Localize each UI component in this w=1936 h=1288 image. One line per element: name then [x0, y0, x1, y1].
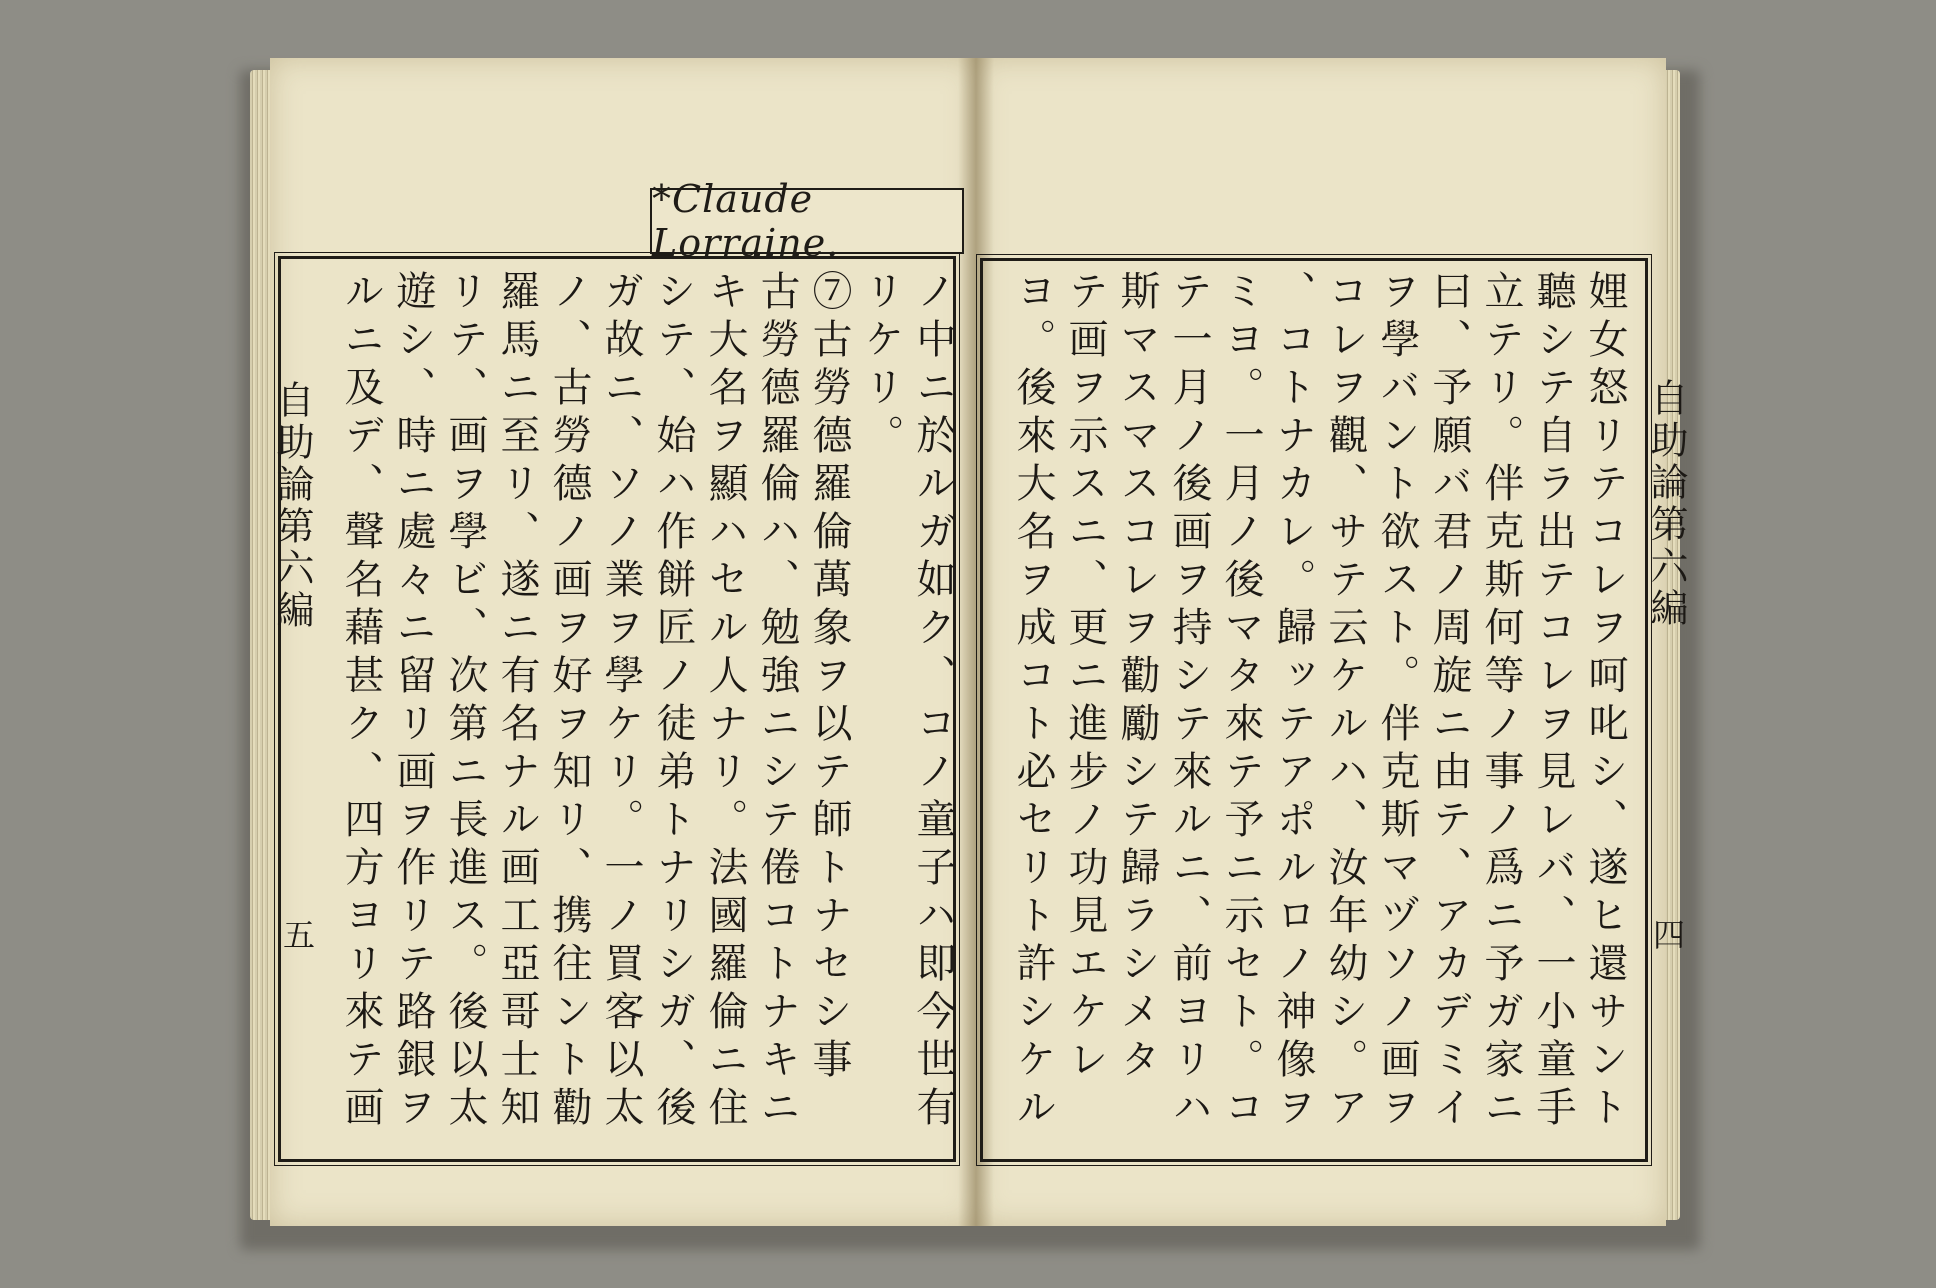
- left-text-column: ルニ及デ、聲名藉甚ク、四方ヨリ來テ画: [338, 270, 384, 1134]
- right-text-column: 曰、予願バ君ノ周旋ニ由テ、アカデミイ: [1426, 270, 1472, 1134]
- name-label-box: [650, 177, 964, 265]
- right-margin-title: 自助論第六編: [1644, 378, 1688, 630]
- right-text-column: コレヲ觀、サテ云ケルハ、汝年幼シ。ア: [1322, 270, 1368, 1134]
- left-text-column: リテ、画ヲ學ビ、次第ニ長進ス。後以太: [442, 270, 488, 1134]
- right-text-column: 娌女怒リテコレヲ呵叱シ、遂ヒ還サント: [1582, 270, 1628, 1134]
- left-text-column: リケリ。: [858, 270, 904, 462]
- right-text-column: 、コトナカレ。歸ッテアポルロノ神像ヲ: [1270, 270, 1316, 1134]
- right-text-column: ミヨ。一月ノ後マタ來テ予ニ示セト。コ: [1218, 270, 1264, 1134]
- left-margin-title: 自助論第六編: [270, 380, 314, 632]
- left-text-column: 遊シ、時ニ處々ニ留リ画ヲ作リテ路銀ヲ: [390, 270, 436, 1134]
- left-text-column: 古勞德羅倫ハ、勉強ニシテ倦コトナキニ: [754, 270, 800, 1134]
- name-label-text: *Claude Lorraine.: [652, 177, 840, 265]
- left-section-heading: ⑦古勞德羅倫萬象ヲ以テ師トナセシ事: [806, 270, 852, 1086]
- right-page-number: 四: [1648, 918, 1686, 950]
- left-text-column: シテ、始ハ作餅匠ノ徒弟トナリシガ、後: [650, 270, 696, 1134]
- left-text-column: ガ故ニ、ソノ業ヲ學ケリ。一ノ買客以太: [598, 270, 644, 1134]
- right-text-column: ヨ。後來大名ヲ成コト必セリト許シケル: [1010, 270, 1056, 1134]
- left-text-column: ノ中ニ於ルガ如ク、コノ童子ハ即今世有: [910, 270, 956, 1134]
- left-page-number: 五: [278, 918, 316, 950]
- right-text-column: ヲ學バント欲スト。伴克斯マヅソノ画ヲ: [1374, 270, 1420, 1134]
- right-text-column: 立テリ。伴克斯何等ノ事ノ爲ニ予ガ家ニ: [1478, 270, 1524, 1134]
- right-text-column: 聽シテ自ラ出テコレヲ見レバ、一小童手: [1530, 270, 1576, 1134]
- right-text-column: 斯マスマスコレヲ勸勵シテ歸ラシメタ: [1114, 270, 1160, 1086]
- left-text-column: ノ、古勞德ノ画ヲ好ヲ知リ、携往ント勸: [546, 270, 592, 1134]
- left-text-column: キ大名ヲ顯ハセル人ナリ。法國羅倫ニ住: [702, 270, 748, 1134]
- right-text-column: テ画ヲ示スニ、更ニ進步ノ功見エケレ: [1062, 270, 1108, 1086]
- left-text-column: 羅馬ニ至リ、遂ニ有名ナル画工亞哥士知: [494, 270, 540, 1134]
- right-text-column: テ一月ノ後画ヲ持シテ來ルニ、前ヨリハ: [1166, 270, 1212, 1134]
